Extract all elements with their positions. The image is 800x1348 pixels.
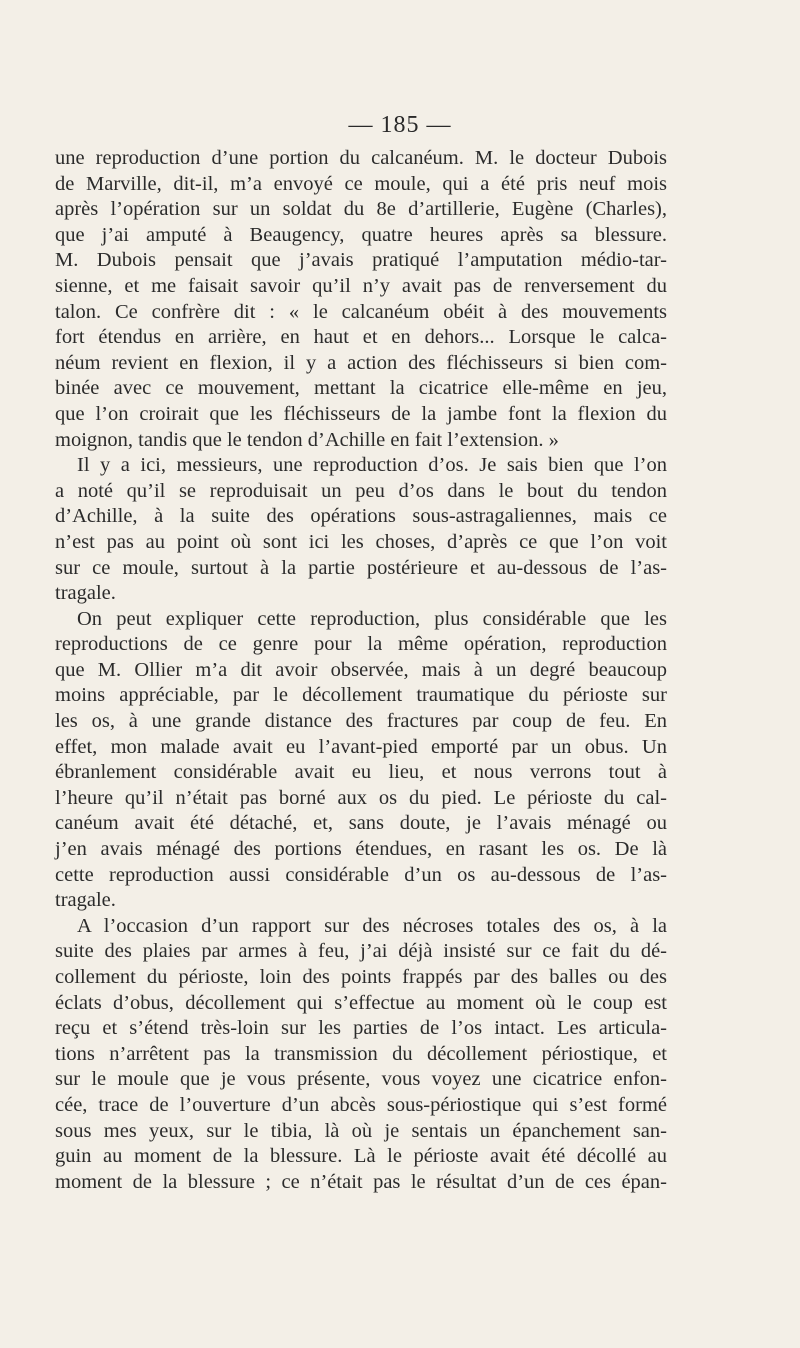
text-line: M. Dubois pensait que j’avais pratiqué l’amputation médio-tar-: [55, 249, 667, 272]
text-line: de Marville, dit-il, m’a envoyé ce moule, qui a été pris neuf mois: [55, 172, 667, 195]
text-line: Il y a ici, messieurs, une reproduction d’os. Je sais bien que l’on: [77, 454, 667, 477]
text-line: sienne, et me faisait savoir qu’il n’y avait pas de renversement du: [55, 274, 667, 297]
text-line: canéum avait été détaché, et, sans doute, je l’avais ménagé ou: [55, 812, 667, 835]
text-line: les os, à une grande distance des fractures par coup de feu. En: [55, 710, 667, 733]
text-line: ébranlement considérable avait eu lieu, et nous verrons tout à: [55, 761, 667, 784]
text-line: tragale.: [55, 889, 116, 912]
text-line: On peut expliquer cette reproduction, plus considérable que les: [77, 607, 667, 630]
text-line: sous mes yeux, sur le tibia, là où je sentais un épanchement san-: [55, 1119, 667, 1142]
text-line: j’en avais ménagé des portions étendues, en rasant les os. De là: [55, 838, 667, 861]
text-line: fort étendus en arrière, en haut et en dehors... Lorsque le calca-: [55, 326, 667, 349]
body-text: [55, 146, 667, 1195]
text-line: que j’ai amputé à Beaugency, quatre heures après sa blessure.: [55, 223, 667, 246]
text-line: tions n’arrêtent pas la transmission du décollement périostique, et: [55, 1042, 667, 1065]
text-line: après l’opération sur un soldat du 8e d’artillerie, Eugène (Charles),: [55, 198, 667, 221]
text-line: n’est pas au point où sont ici les choses, d’après ce que l’on voit: [55, 530, 667, 553]
text-line: moment de la blessure ; ce n’était pas le résultat d’un de ces épan-: [55, 1170, 667, 1193]
text-line: que M. Ollier m’a dit avoir observée, mais à un degré beaucoup: [55, 658, 667, 681]
text-line: A l’occasion d’un rapport sur des nécroses totales des os, à la: [77, 914, 667, 937]
text-line: d’Achille, à la suite des opérations sous-astragaliennes, mais ce: [55, 505, 667, 528]
text-line: reproductions de ce genre pour la même opération, reproduction: [55, 633, 667, 656]
text-line: cette reproduction aussi considérable d’un os au-dessous de l’as-: [55, 863, 667, 886]
text-line: sur ce moule, surtout à la partie postérieure et au-dessous de l’as-: [55, 556, 667, 579]
text-line: l’heure qu’il n’était pas borné aux os du pied. Le périoste du cal-: [55, 786, 667, 809]
text-line: éclats d’obus, décollement qui s’effectue au moment où le coup est: [55, 991, 667, 1014]
text-line: que l’on croirait que les fléchisseurs de la jambe font la flexion du: [55, 402, 667, 425]
text-line: moignon, tandis que le tendon d’Achille en fait l’extension. »: [55, 428, 559, 451]
text-line: reçu et s’étend très-loin sur les parties de l’os intact. Les articula-: [55, 1017, 667, 1040]
text-line: sur le moule que je vous présente, vous voyez une cicatrice enfon-: [55, 1068, 667, 1091]
text-line: effet, mon malade avait eu l’avant-pied emporté par un obus. Un: [55, 735, 667, 758]
text-line: cée, trace de l’ouverture d’un abcès sous-périostique qui s’est formé: [55, 1093, 667, 1116]
text-line: une reproduction d’une portion du calcanéum. M. le docteur Dubois: [55, 147, 667, 169]
text-line: talon. Ce confrère dit : « le calcanéum obéit à des mouvements: [55, 300, 667, 323]
text-line: guin au moment de la blessure. Là le périoste avait été décollé au: [55, 1145, 667, 1168]
text-line: a noté qu’il se reproduisait un peu d’os dans le bout du tendon: [55, 479, 667, 502]
text-line: collement du périoste, loin des points frappés par des balles ou des: [55, 966, 667, 988]
text-line: binée avec ce mouvement, mettant la cicatrice elle-même en jeu,: [55, 377, 667, 400]
text-line: néum revient en flexion, il y a action des fléchisseurs si bien com-: [55, 351, 667, 374]
page-number: — 185 —: [348, 112, 452, 138]
text-line: suite des plaies par armes à feu, j’ai déjà insisté sur ce fait du dé-: [55, 940, 667, 963]
text-line: tragale.: [55, 582, 116, 605]
text-line: moins appréciable, par le décollement traumatique du périoste sur: [55, 684, 667, 707]
